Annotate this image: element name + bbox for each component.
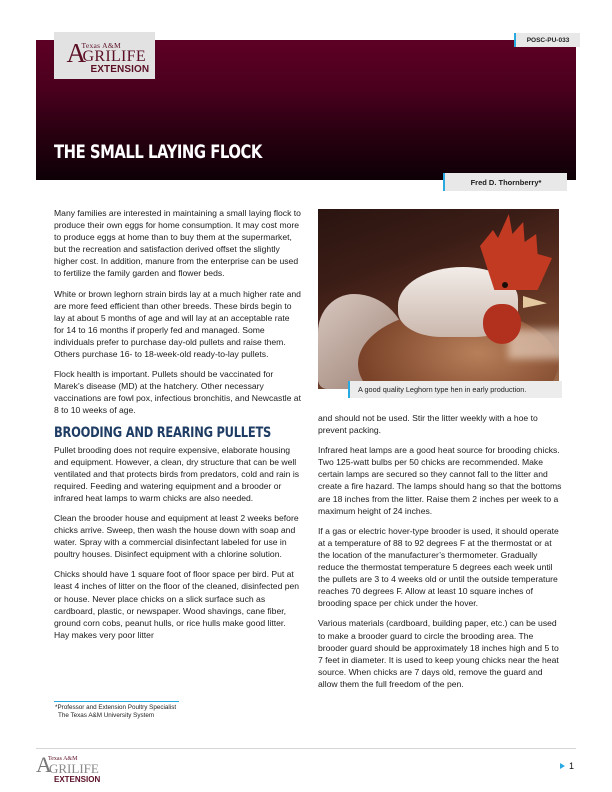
brooding-paragraph-7: Various materials (cardboard, building paper, etc.) can be used to make a brooder guard to circle the brooding area. The brooder guard should be approximately 18 inches high and 5 to 7 feet in diameter. It is used to keep young chicks near the heat source. When chicks are 7 days old, remove the guard and allow them the full freedom of the pen. [318, 618, 559, 689]
section-heading-brooding: BROODING AND REARING PULLETS [54, 424, 272, 441]
logo-grilife: GRILIFE [82, 47, 146, 65]
footer-logo-extension: EXTENSION [54, 775, 101, 784]
brooding-paragraph-3: Chicks should have 1 square foot of floor space per bird. Put at least 4 inches of litter on the floor of the cleaned, disinfected pen or house. Never place chicks on a slick surface such as cardboard, plastic, or newspaper. Wood shavings, cane fiber, ground corn cobs, peanut hulls, or rice hulls make good litter. Hay makes very poor litter [54, 569, 300, 640]
page-number-value: 1 [569, 761, 575, 771]
footer-logo-letter-a: A [36, 752, 51, 777]
logo-wordmark [65, 37, 150, 75]
triangle-right-icon [560, 763, 565, 769]
leghorn-hen-photo [318, 209, 559, 389]
left-column [54, 207, 301, 649]
logo-extension: EXTENSION [90, 63, 150, 75]
footnote-divider [54, 701, 179, 702]
logo-texas-am: Texas A&M [81, 40, 121, 50]
footer-agrilife-logo[interactable] [36, 754, 106, 784]
brooding-paragraph-4: and should not be used. Stir the litter weekly with a hoe to prevent packing. [318, 413, 538, 436]
publication-number: POSC-PU-033 [514, 33, 580, 47]
agrilife-logo[interactable] [54, 32, 155, 79]
page-number [560, 761, 574, 771]
author-footnote [55, 704, 176, 720]
footnote-line-1: *Professor and Extension Poultry Specialist [55, 704, 177, 711]
brooding-paragraph-1: Pullet brooding does not require expensive, elaborate housing and equipment. However, a clean, dry structure that can be well ventilated and that protects birds from predators, cold and rain is required. Feeding and watering equipment and a brooder or infrared heat lamps to warm chicks are also needed. [54, 444, 300, 503]
hen-wattle [483, 304, 521, 344]
author-badge: Fred D. Thornberry* [443, 173, 567, 191]
footer-logo-texas-am: Texas A&M [48, 756, 78, 762]
brooding-paragraph-6: If a gas or electric hover-type brooder is used, it should operate at a temperature of 88 to 92 degrees F at the thermostat or at the location of the manufacturer’s thermometer. Gradually reduce the thermostat temperature 5 degrees each week until the pullets are 3 to 4 weeks old or until the outside temperature reaches 70 degrees F. Allow at least 10 square inches of brooding space per chick under the hover. [318, 525, 559, 609]
brooding-paragraph-5: Infrared heat lamps are a good heat source for brooding chicks. Two 125-watt bulbs per 50 chicks are recommended. Make certain lamps are secured so they cannot fall to the litter and create a fire hazard. The lamps should hang so that the bottoms are 18 inches from the litter. Raise them 2 inches per week to a maximum height of 24 inches. [318, 445, 562, 516]
intro-paragraph-3: Flock health is important. Pullets should be vaccinated for Marek’s disease (MD) at the hatchery. Other necessary vaccinations are fowl pox, infectious bronchitis, and Newcastle at 8 to 10 weeks of age. [54, 369, 301, 416]
right-column [318, 412, 562, 698]
photo-caption: A good quality Leghorn type hen in early production. [348, 381, 562, 398]
page-title: THE SMALL LAYING FLOCK [54, 141, 262, 163]
footer-divider [36, 748, 576, 749]
footer-logo-grilife: GRILIFE [49, 761, 99, 776]
hen-beak [523, 296, 547, 308]
intro-paragraph-1: Many families are interested in maintaining a small laying flock to produce their own eggs for home consumption. It may cost more to produce eggs at home than to buy them at the supermarket, but the recreation and satisfaction derived offset the slightly higher cost. In addition, manure from the enterprise can be used to fertilize the family garden and flower beds. [54, 208, 301, 279]
intro-paragraph-2: White or brown leghorn strain birds lay at a much higher rate and are more feed efficient than other breeds. These birds begin to lay at about 5 months of age and will lay at an acceptable rate for 14 to 16 months if properly fed and managed. Some individuals prefer to purchase day-old pullets and raise them. Others purchase 16- to 18-week-old ready-to-lay pullets. [54, 288, 301, 360]
logo-letter-a: A [66, 37, 85, 68]
brooding-paragraph-2: Clean the brooder house and equipment at least 2 weeks before chicks arrive. Sweep, then wash the house down with soap and water. Spray with a commercial disinfectant labeled for use in poultry houses. Disinfect equipment with a chlorine solution. [54, 512, 299, 560]
hen-eye [502, 282, 508, 288]
footnote-line-2: The Texas A&M University System [58, 712, 155, 719]
